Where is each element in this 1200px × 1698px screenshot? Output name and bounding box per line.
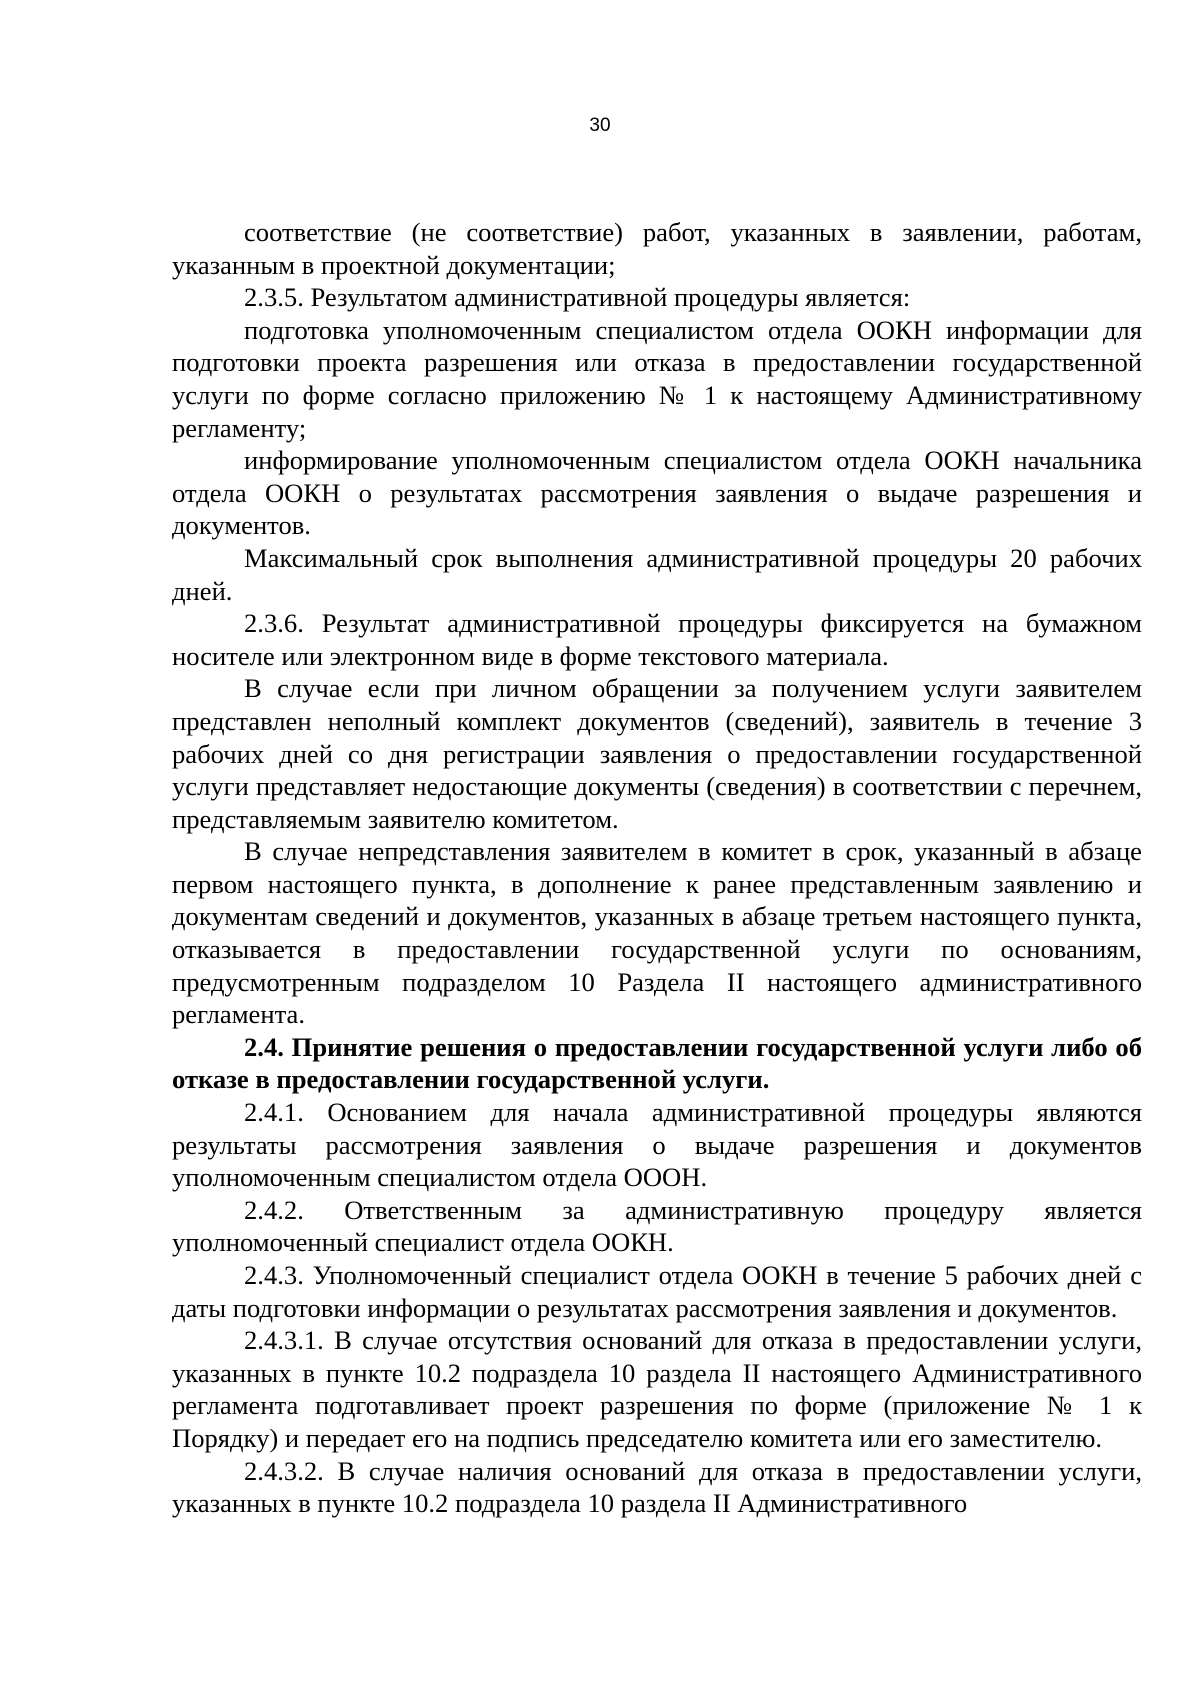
document-body [172,216,1142,1520]
paragraph-4: информирование уполномоченным специалистом отдела ООКН начальника отдела ООКН о результатах рассмотрения заявления о выдаче разрешения и документов. [172,445,1142,541]
paragraph-6: 2.3.6. Результат административной процедуры фиксируется на бумажном носителе или электронном виде в форме текстового материала. [172,608,1142,671]
paragraph-3: подготовка уполномоченным специалистом отдела ООКН информации для подготовки проекта разрешения или отказа в предоставлении государственной услуги по форме согласно приложению № 1 к настоящему Административному регламенту; [172,314,1142,443]
paragraph-1: соответствие (не соответствие) работ, указанных в заявлении, работам, указанным в проектной документации; [172,217,1142,280]
page-number: 30 [589,115,611,136]
paragraph-7: В случае если при личном обращении за получением услуги заявителем представлен неполный комплект документов (сведений), заявитель в течение 3 рабочих дней со дня регистрации заявления о предоставлении государственной услуги представляет недостающие документы (сведения) в соответствии с перечнем, представляемым заявителю комитетом. [172,673,1142,834]
paragraph-8: В случае непредставления заявителем в комитет в срок, указанный в абзаце первом настоящего пункта, в дополнение к ранее представленным заявлению и документам сведений и документов, указанных в абзаце третьем настоящего пункта, отказывается в предоставлении государственной услуги по основаниям, предусмотренным подразделом 10 Раздела II настоящего административного регламента. [172,836,1142,1030]
paragraph-10: 2.4.2. Ответственным за административную процедуру является уполномоченный специалист отдела ООКН. [172,1194,1142,1258]
paragraph-5: Максимальный срок выполнения административной процедуры 20 рабочих дней. [172,542,1142,606]
paragraph-12: 2.4.3.1. В случае отсутствия оснований для отказа в предоставлении услуги, указанных в пункте 10.2 подраздела 10 раздела II настоящего Административного регламента подготавливает проект разрешения по форме (приложение № 1 к Порядку) и передает его на подпись председателю комитета или его заместителю. [172,1325,1142,1453]
paragraph-9: 2.4.1. Основанием для начала административной процедуры являются результаты рассмотрения заявления о выдаче разрешения и документов уполномоченным специалистом отдела ОООН. [172,1097,1142,1193]
section-heading-2-4: 2.4. Принятие решения о предоставлении государственной услуги либо об отказе в предоставлении государственной услуги. [172,1031,1142,1095]
paragraph-13: 2.4.3.2. В случае наличия оснований для отказа в предоставлении услуги, указанных в пункте 10.2 подраздела 10 раздела II Административного [172,1455,1142,1519]
paragraph-2: 2.3.5. Результатом административной процедуры является: [244,282,911,313]
paragraph-11: 2.4.3. Уполномоченный специалист отдела ООКН в течение 5 рабочих дней с даты подготовки информации о результатах рассмотрения заявления и документов. [172,1260,1142,1323]
